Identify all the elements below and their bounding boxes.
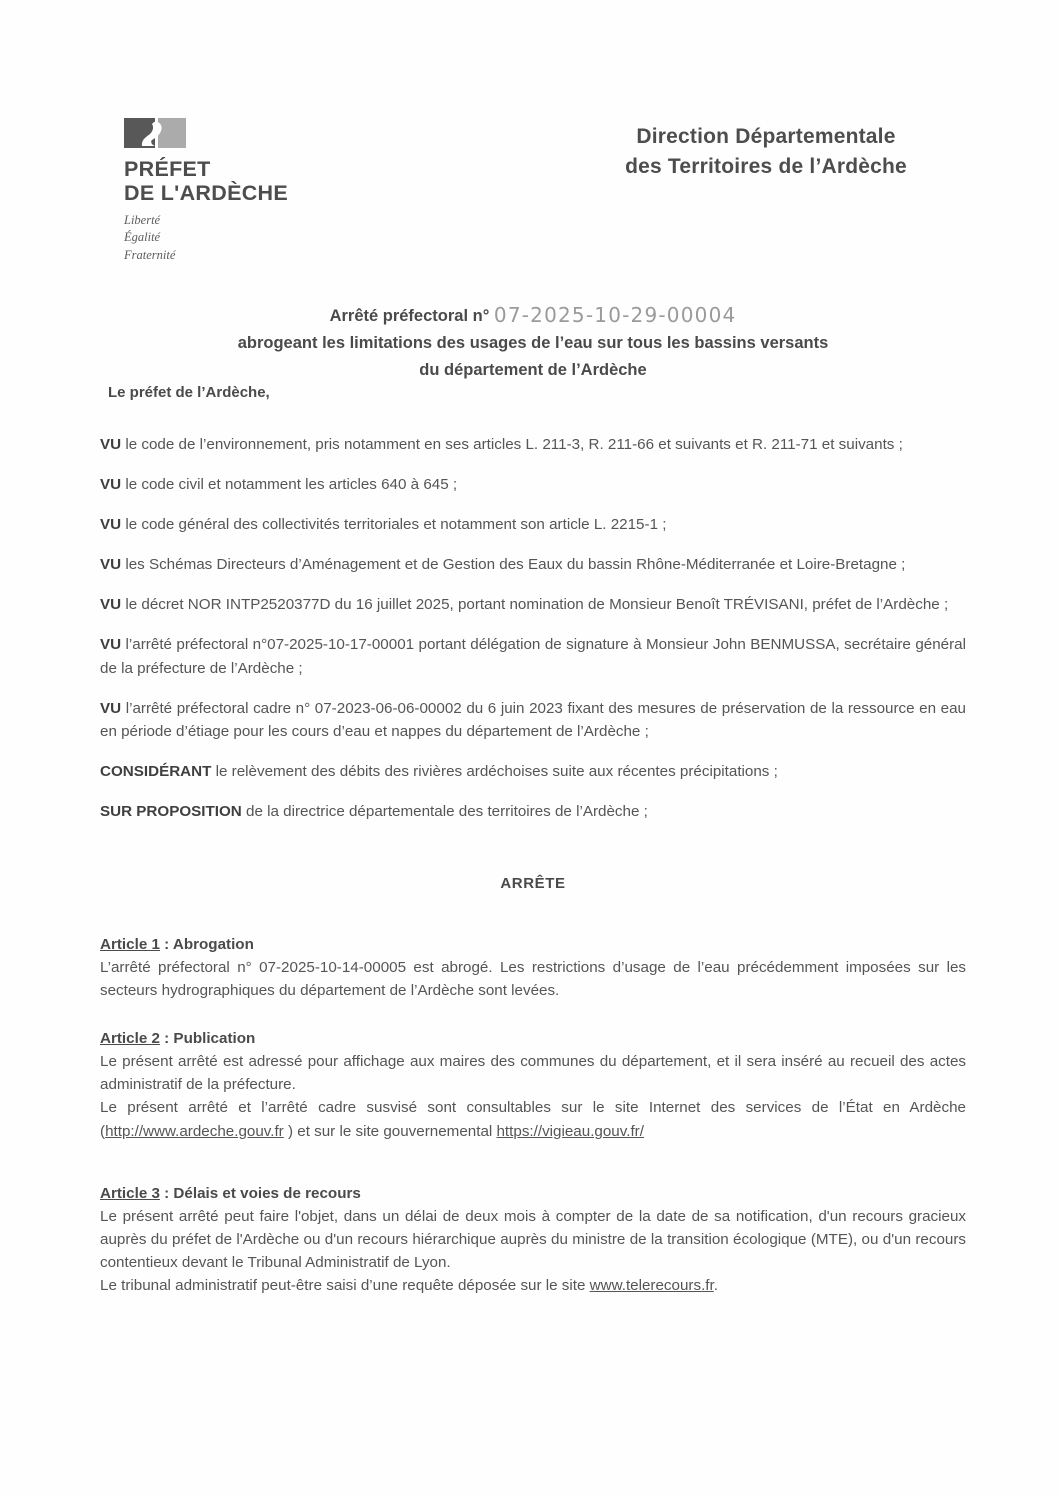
clause-text: l’arrêté préfectoral n°07-2025-10-17-00001 portant délégation de signature à Monsieur John BENMUSSA, secrétaire général de la préfecture de l’Ardèche ; bbox=[100, 636, 966, 677]
article-3-para-2-before: Le tribunal administratif peut-être saisi d’une requête déposée sur le site bbox=[100, 1276, 590, 1294]
clause-text: le code de l’environnement, pris notamment en ses articles L. 211-3, R. 211-66 et suivants et R. 211-71 et suivants ; bbox=[121, 436, 903, 453]
republic-motto bbox=[124, 212, 424, 264]
article-3 bbox=[100, 1185, 966, 1297]
article-2-para-2 bbox=[100, 1096, 966, 1142]
prefecture-name-line2: DE L'ARDÈCHE bbox=[124, 181, 288, 206]
clause-label: VU bbox=[100, 556, 122, 574]
clause-text: l’arrêté préfectoral cadre n° 07-2023-06-06-00002 du 6 juin 2023 fixant des mesures de préservation de la ressource en eau en période d’étiage pour les cours d’eau et nappes du département de l’Ardèche ; bbox=[100, 699, 966, 740]
direction-title bbox=[540, 122, 992, 182]
clause-text: le code civil et notamment les articles 640 à 645 ; bbox=[121, 476, 458, 494]
marianne-emblem-icon bbox=[124, 118, 186, 148]
article-2-para-1: Le présent arrêté est adressé pour affichage aux maires des communes du département, et il sera inséré au recueil des actes administratif de la préfecture. bbox=[100, 1053, 966, 1094]
telerecours-link[interactable]: www.telerecours.fr bbox=[589, 1276, 714, 1294]
prefecture-name-line1: PRÉFET bbox=[124, 157, 211, 181]
clause-label: CONSIDÉRANT bbox=[100, 762, 212, 780]
article-1-number: Article 1 bbox=[100, 936, 160, 954]
article-2-title: : Publication bbox=[159, 1030, 256, 1048]
clause-label: VU bbox=[100, 436, 122, 453]
clause-label: VU bbox=[100, 476, 122, 494]
document-title bbox=[100, 298, 966, 384]
document-title-line2: abrogeant les limitations des usages de l’eau sur tous les bassins versants bbox=[237, 334, 829, 353]
article-3-number: Article 3 bbox=[100, 1184, 160, 1202]
article-3-title: : Délais et voies de recours bbox=[159, 1184, 361, 1202]
arrete-number-prefix: Arrêté préfectoral n° bbox=[329, 307, 490, 325]
motto-egalite: Égalité bbox=[124, 230, 161, 245]
ardeche-gouv-link[interactable]: http://www.ardeche.gouv.fr bbox=[105, 1122, 284, 1140]
clause-label: SUR PROPOSITION bbox=[100, 802, 242, 820]
document-header bbox=[0, 112, 1058, 272]
document-body bbox=[100, 384, 966, 1325]
article-2-number: Article 2 bbox=[100, 1030, 160, 1048]
article-3-para-1: Le présent arrêté peut faire l'objet, dans un délai de deux mois à compter de la date de sa notification, d'un recours gracieux auprès du préfet de l'Ardèche ou d'un recours hiérarchique auprès du ministre de la transition écologique (MTE), ou d'un recours contentieux devant le Tribunal Administratif de Lyon. bbox=[100, 1207, 966, 1271]
clause-text: le relèvement des débits des rivières ardéchoises suite aux récentes précipitations ; bbox=[211, 762, 778, 780]
vigieau-gouv-link[interactable]: https://vigieau.gouv.fr/ bbox=[496, 1122, 644, 1140]
direction-title-line1: Direction Départementale bbox=[636, 125, 896, 148]
article-3-para-2 bbox=[100, 1274, 966, 1297]
article-1-body: L’arrêté préfectoral n° 07-2025-10-14-00005 est abrogé. Les restrictions d’usage de l’eau précédemment imposées sur les secteurs hydrographiques du département de l’Ardèche sont levées. bbox=[100, 959, 966, 1000]
prefecture-logo-block bbox=[124, 118, 424, 264]
article-1-heading bbox=[100, 936, 966, 953]
clause-label: VU bbox=[100, 636, 122, 654]
article-3-heading bbox=[100, 1185, 966, 1202]
clause-considerant bbox=[100, 760, 966, 783]
document-title-line3: du département de l’Ardèche bbox=[419, 361, 647, 380]
salutation: Le préfet de l’Ardèche, bbox=[108, 384, 270, 401]
clause-text: le décret NOR INTP2520377D du 16 juillet 2025, portant nomination de Monsieur Benoît TRÉVISANI, préfet de l’Ardèche ; bbox=[121, 596, 949, 614]
arrete-heading: ARRÊTE bbox=[500, 875, 566, 893]
prefecture-name bbox=[124, 157, 424, 205]
clause-sur-proposition bbox=[100, 800, 966, 823]
article-2-para-2-middle: ) et sur le site gouvernemental bbox=[283, 1122, 497, 1140]
arrete-number-handwritten: 07-2025-10-29-00004 bbox=[493, 303, 737, 327]
article-2 bbox=[100, 1030, 966, 1142]
clause-label: VU bbox=[100, 516, 122, 534]
clause-text: de la directrice départementale des territoires de l’Ardèche ; bbox=[241, 802, 648, 820]
clause-vu-decret bbox=[100, 593, 966, 616]
motto-fraternite: Fraternité bbox=[124, 247, 176, 262]
clause-vu-collectivites bbox=[100, 513, 966, 536]
article-2-para-2-before: Le présent arrêté et l’arrêté cadre susvisé sont consultables sur le site Internet des services de l’État en Ardèche ( bbox=[100, 1099, 966, 1140]
direction-title-line2: des Territoires de l’Ardèche bbox=[625, 154, 907, 178]
clause-vu-environnement bbox=[100, 433, 966, 456]
clause-text: les Schémas Directeurs d’Aménagement et de Gestion des Eaux du bassin Rhône-Méditerranée et Loire-Bretagne ; bbox=[121, 556, 906, 574]
document-title-line1 bbox=[100, 298, 966, 330]
clause-text: le code général des collectivités territoriales et notamment son article L. 2215-1 ; bbox=[121, 516, 667, 534]
motto-liberte: Liberté bbox=[124, 213, 161, 228]
article-3-para-2-after: . bbox=[713, 1276, 718, 1294]
clause-label: VU bbox=[100, 596, 122, 614]
clause-vu-code-civil bbox=[100, 473, 966, 496]
article-2-heading bbox=[100, 1030, 966, 1047]
clause-vu-schemas bbox=[100, 553, 966, 576]
clause-vu-delegation bbox=[100, 633, 966, 679]
article-1 bbox=[100, 936, 966, 1002]
clause-vu-arrete-cadre bbox=[100, 697, 966, 743]
article-1-title: : Abrogation bbox=[159, 936, 254, 954]
clause-label: VU bbox=[100, 699, 122, 717]
